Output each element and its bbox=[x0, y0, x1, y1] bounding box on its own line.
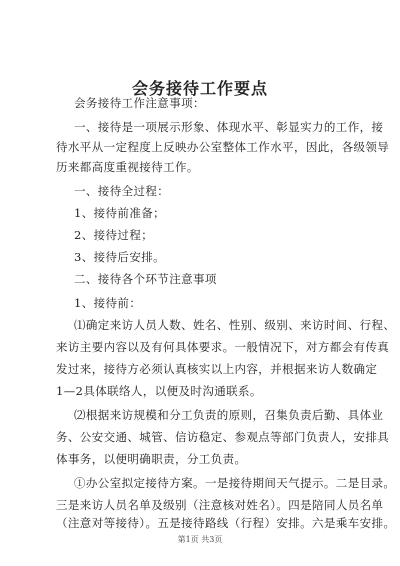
text-line: ①办公室拟定接待方案。一是接待期间天气提示。二是目录。 bbox=[74, 476, 396, 490]
text-line: 一、接待是一项展示形象、体现水平、彰显实力的工作，接 bbox=[74, 120, 384, 134]
text-line: ⑵根据来访规模和分工负责的原则，召集负责后勤、具体业 bbox=[74, 408, 384, 422]
text-line: 务、公安交通、城管、信访稳定、参观点等部门负责人，安排具 bbox=[56, 430, 390, 444]
text-line: 体事务，以便明确职责，分工负责。 bbox=[56, 452, 247, 466]
text-line: 2、接待过程； bbox=[74, 228, 154, 242]
text-line: 一、接待全过程： bbox=[74, 184, 170, 198]
text-line: 1—2具体联络人，以便及时沟通联系。 bbox=[56, 384, 262, 398]
text-line: 发过来，接待方必须认真核实以上内容，并根据来访人数确定 bbox=[56, 362, 378, 376]
text-line: 1、接待前： bbox=[74, 296, 142, 310]
text-line: （注意对等接待）。五是接待路线（行程）安排。六是乘车安排。 bbox=[56, 516, 396, 530]
text-line: 来访主要内容以及有何具体要求。一般情况下，对方都会有传真 bbox=[56, 340, 390, 354]
text-line: 3、接待后安排。 bbox=[74, 250, 166, 264]
text-line: 待水平从一定程度上反映办公室整体工作水平，因此，各级领导 bbox=[56, 140, 390, 154]
page-title: 会务接待工作要点 bbox=[131, 79, 268, 98]
page-number-footer: 第1页 共3页 bbox=[177, 535, 223, 544]
text-line: 会务接待工作注意事项： bbox=[74, 96, 205, 110]
text-line: 历来都高度重视接待工作。 bbox=[56, 160, 199, 174]
text-line: 1、接待前准备； bbox=[74, 206, 166, 220]
text-line: 三是来访人员名单及级别（注意核对姓名）。四是陪同人员名单 bbox=[56, 498, 384, 512]
text-line: ⑴确定来访人员人数、姓名、性别、级别、来访时间、行程、 bbox=[74, 318, 396, 332]
text-line: 二、接待各个环节注意事项 bbox=[74, 272, 217, 286]
